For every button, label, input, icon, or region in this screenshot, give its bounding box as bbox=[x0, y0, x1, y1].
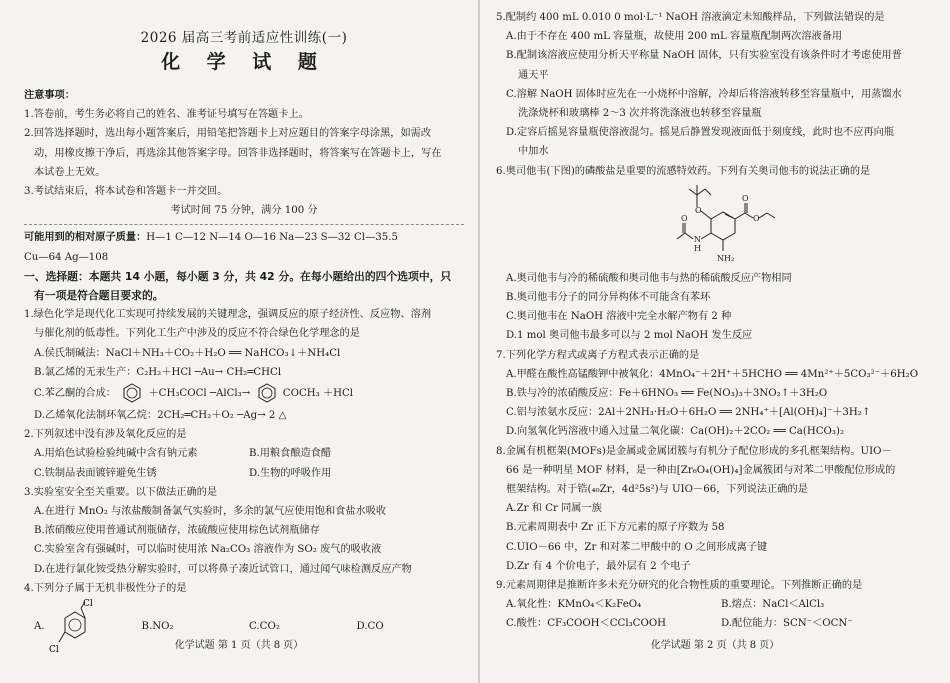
q2-option-a: A.用焰色试验检验纯碱中含有钠元素 bbox=[34, 448, 198, 460]
question-8 bbox=[496, 442, 936, 576]
q9-option-c: C.酸性：CF₃COOH＜CCl₃COOH bbox=[506, 618, 667, 630]
question-7 bbox=[496, 346, 936, 442]
q2-option-d: D.生物的呼吸作用 bbox=[249, 467, 332, 479]
q5-option-b-1: B.配制该溶液应使用分析天平称量 NaOH 固体，只有实验室没有该条件时才考虑使用普 bbox=[506, 50, 902, 62]
q7-option-a: A.甲醛在酸性高锰酸钾中被氧化：4MnO₄⁻＋2H⁺＋5HCHO ══ 4Mn²⁺＋5CO₃²⁻＋6H₂O bbox=[506, 368, 919, 380]
q3-option-a: A.在进行 MnO₂ 与浓盐酸制备氯气实验时，多余的氯气应使用饱和食盐水吸收 bbox=[34, 506, 387, 518]
benzene-ring-icon bbox=[257, 383, 277, 403]
benzene-ring-icon bbox=[122, 383, 142, 403]
q5-option-c-2: 洗涤烧杯和玻璃棒 2～3 次并将洗涤液也转移至容量瓶 bbox=[518, 108, 762, 120]
q2-option-c: C.铁制品表面镀锌避免生锈 bbox=[34, 467, 157, 479]
q7-stem: 7.下列化学方程式或离子方程式表示正确的是 bbox=[496, 349, 700, 361]
question-1 bbox=[24, 305, 464, 425]
q6-stem: 6.奥司他韦(下图)的磷酸盐是重要的流感特效药。下列有关奥司他韦的说法正确的是 bbox=[496, 165, 871, 177]
q2-options-row-1 bbox=[24, 444, 464, 463]
q6-option-a: A.奥司他韦与冷的稀硫酸和奥司他韦与热的稀硫酸反应产物相同 bbox=[506, 272, 792, 284]
q5-option-c-1: C.溶解 NaOH 固体时应先在一小烧杯中溶解，冷却后将溶液转移至容量瓶中，用蒸馏水 bbox=[506, 88, 902, 100]
q1-option-c bbox=[24, 382, 464, 406]
q5-stem: 5.配制约 400 mL 0.010 0 mol·L⁻¹ NaOH 溶液滴定未知酸样品，下列做法错误的是 bbox=[496, 12, 885, 23]
q2-option-b: B.用粮食酿造食醋 bbox=[249, 448, 332, 460]
exam-page-2 bbox=[480, 0, 950, 683]
notice-line-1: 1.答卷前，考生务必将自己的姓名、准考证号填写在答题卡上。 bbox=[24, 109, 309, 121]
q1-option-c-prefix: C.苯乙酮的合成： bbox=[34, 388, 116, 400]
question-6 bbox=[496, 162, 936, 346]
q4-cl-top-label: Cl bbox=[82, 599, 93, 610]
page-2-footer: 化学试题 第 2 页（共 8 页） bbox=[650, 639, 780, 651]
q9-option-a: A.氧化性：KMnO₄＜K₂FeO₄ bbox=[506, 599, 642, 611]
q1-stem-1: 1.绿色化学是现代化工实现可持续发展的关键理念，强调反应的原子经济性、反应物、溶剂 bbox=[24, 309, 432, 321]
q3-option-c: C.实验室含有强碱时，可以临时使用浓 Na₂CO₃ 溶液作为 SO₂ 废气的吸收液 bbox=[34, 544, 382, 556]
q6-option-d: D.1 mol 奥司他韦最多可以与 2 mol NaOH 发生反应 bbox=[506, 330, 753, 342]
q6-option-c: C.奥司他韦在 NaOH 溶液中完全水解产物有 2 种 bbox=[506, 311, 732, 323]
q1-option-c-suffix: COCH₃ ＋HCl bbox=[282, 388, 354, 400]
q5-option-d-1: D.定容后摇晃容量瓶使溶液混匀。摇晃后静置发现液面低于刻度线，此时也不应再向瓶 bbox=[506, 127, 894, 139]
q1-option-c-mid: ＋CH₃COCl ─AlCl₃→ bbox=[148, 388, 251, 400]
q5-option-a: A.由于不存在 400 mL 容量瓶，故使用 200 mL 容量瓶配制两次溶液备用 bbox=[506, 31, 843, 43]
fig-nh2-label: NH₂ bbox=[717, 253, 735, 263]
q8-stem-1: 8.金属有机框架(MOFs)是金属或金属团簇与有机分子配位形成的多孔框架结构。UIO－ bbox=[496, 445, 892, 457]
q7-option-b: B.铁与冷的浓硝酸反应：Fe＋6HNO₃ ══ Fe(NO₃)₃＋3NO₂↑＋3H₂O bbox=[506, 388, 828, 400]
exam-title: 2026 届高三考前适应性训练(一) bbox=[140, 30, 348, 46]
q1-option-a: A.侯氏制碱法：NaCl＋NH₃＋CO₂＋H₂O ══ NaHCO₃↓＋NH₄Cl bbox=[34, 347, 341, 359]
q9-stem: 9.元素周期律是推断许多未充分研究的化合物性质的重要理论。下列推断正确的是 bbox=[496, 580, 863, 592]
question-5 bbox=[496, 8, 936, 162]
q9-option-d: D.配位能力：SCN⁻＜OCN⁻ bbox=[721, 618, 853, 630]
section-title-line-1: 一、选择题：本题共 14 小题，每小题 3 分，共 42 分。在每小题给出的四个选项中，只 bbox=[24, 269, 452, 283]
time-info: 考试时间 75 分钟，满分 100 分 bbox=[170, 205, 318, 217]
subject-title: 化 学 试 题 bbox=[161, 51, 327, 73]
q2-stem: 2.下列叙述中没有涉及氧化反应的是 bbox=[24, 429, 187, 441]
q5-option-d-2: 中加水 bbox=[518, 146, 549, 158]
q3-option-b: B.浓硝酸应使用普通试剂瓶储存，浓硫酸应使用棕色试剂瓶储存 bbox=[34, 525, 320, 537]
q2-options-row-2 bbox=[24, 464, 464, 483]
q9-options-row-1 bbox=[496, 595, 936, 614]
q4-cl-bottom-label: Cl bbox=[48, 645, 59, 656]
q1-option-b: B.氯乙烯的无汞生产：C₂H₂＋HCl ─Au→ CH₂═CHCl bbox=[34, 366, 282, 378]
fig-ester-oxygen-label: O bbox=[753, 213, 760, 223]
question-9 bbox=[496, 576, 936, 634]
question-3 bbox=[24, 483, 464, 579]
q1-option-d: D.乙烯氧化法制环氧乙烷：2CH₂═CH₂＋O₂ ─Ag→ 2 △ bbox=[34, 410, 287, 422]
page-1-footer: 化学试题 第 1 页（共 8 页） bbox=[174, 639, 304, 651]
q8-option-a: A.Zr 和 Cr 同属一族 bbox=[506, 503, 602, 515]
notice-line-3: 动，用橡皮擦干净后，再选涂其他答案字母。回答非选择题时，将答案写在答题卡上，写在 bbox=[34, 147, 442, 159]
section-title-line-2: 有一项是符合题目要求的。 bbox=[34, 289, 164, 303]
fig-carbonyl-oxygen-label: O bbox=[742, 193, 749, 203]
q5-option-b-2: 通天平 bbox=[518, 69, 549, 81]
q8-stem-3: 框架结构。对于锆(₄₀Zr，4d²5s²)与 UIO－66，下列说法正确的是 bbox=[506, 484, 808, 496]
q9-option-b: B.熔点：NaCl＜AlCl₃ bbox=[721, 599, 825, 611]
fig-amide-n-label: N bbox=[694, 234, 701, 244]
notice-line-4: 本试卷上无效。 bbox=[34, 166, 106, 178]
notice-line-5: 3.考试结束后，将本试卷和答题卡一并交回。 bbox=[24, 186, 228, 198]
section-separator bbox=[24, 224, 464, 225]
q8-stem-2: 66 是一种明星 MOF 材料，是一种由[Zr₆O₄(OH)₄]金属簇团与对苯二甲酸配位形成的 bbox=[506, 464, 896, 476]
q4-option-c: C.CO₂ bbox=[249, 621, 280, 633]
q8-option-c: C.UIO－66 中，Zr 和对苯二甲酸中的 O 之间形成离子键 bbox=[506, 541, 768, 553]
atomic-mass-values: H—1 C—12 N—14 O—16 Na—23 S—32 Cl—35.5 bbox=[146, 232, 398, 244]
q3-stem: 3.实验室安全至关重要。以下做法正确的是 bbox=[24, 486, 218, 498]
q9-options-row-2 bbox=[496, 614, 936, 633]
oseltamivir-structure-icon bbox=[641, 181, 791, 269]
atomic-mass-line-2: Cu—64 Ag—108 bbox=[24, 251, 109, 263]
q7-option-c: C.铝与浓氨水反应：2Al＋2NH₃·H₂O＋6H₂O ══ 2NH₄⁺＋[Al(OH)₄]⁻＋3H₂↑ bbox=[506, 407, 871, 419]
q4-option-d: D.CO bbox=[356, 621, 384, 633]
atomic-mass-line-1 bbox=[24, 228, 464, 247]
fig-ether-oxygen-label: O bbox=[695, 205, 702, 215]
q8-option-d: D.Zr 有 4 个价电子，最外层有 2 个电子 bbox=[506, 560, 691, 572]
fig-amide-h-label: H bbox=[694, 243, 701, 253]
oseltamivir-structure-figure bbox=[496, 181, 936, 269]
q4-option-b: B.NO₂ bbox=[141, 621, 174, 633]
q7-option-d: D.向氢氧化钙溶液中通入过量二氧化碳：Ca(OH)₂＋2CO₂ ══ Ca(HCO₃)₂ bbox=[506, 426, 845, 438]
question-2 bbox=[24, 425, 464, 483]
atomic-mass-label: 可能用到的相对原子质量： bbox=[24, 232, 147, 244]
notice-line-2: 2.回答选择题时，选出每小题答案后，用铅笔把答题卡上对应题目的答案字母涂黑，如需改 bbox=[24, 128, 432, 140]
q8-option-b: B.元素周期表中 Zr 正下方元素的原子序数为 58 bbox=[506, 522, 725, 534]
notice-header: 注意事项： bbox=[24, 90, 75, 101]
q1-stem-2: 与催化剂的低毒性。下列化工生产中涉及的反应不符合绿色化学理念的是 bbox=[34, 328, 360, 340]
q4-stem: 4.下列分子属于无机非极性分子的是 bbox=[24, 582, 187, 594]
q3-option-d: D.在进行氯化铵受热分解实验时，可以将鼻子凑近试管口，通过闻气味检测反应产物 bbox=[34, 563, 412, 575]
fig-amide-oxygen-label: O bbox=[681, 213, 688, 223]
q6-option-b: B.奥司他韦分子的同分异构体不可能含有苯环 bbox=[506, 292, 711, 304]
q4-option-a-label: A. bbox=[34, 621, 45, 633]
